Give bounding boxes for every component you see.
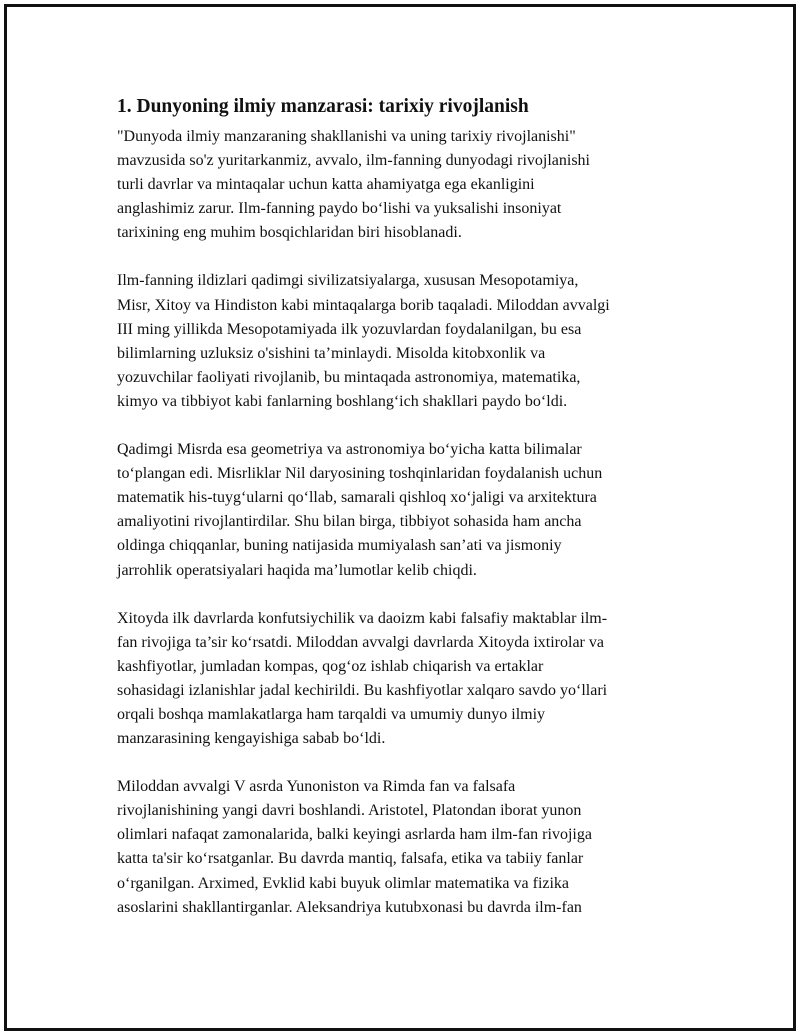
text-line: kashfiyotlar, jumladan kompas, qog‘oz ishlab chiqarish va ertaklar <box>117 657 544 675</box>
text-line: orqali boshqa mamlakatlarga ham tarqaldi va umumiy dunyo ilmiy <box>117 705 546 723</box>
text-line: yozuvchilar faoliyati rivojlanib, bu mintaqada astronomiya, matematika, <box>117 368 581 386</box>
text-line: Misr, Xitoy va Hindiston kabi mintaqalarga borib taqaladi. Miloddan avvalgi <box>117 296 610 314</box>
text-line: mavzusida so'z yuritarkanmiz, avvalo, ilm-fanning dunyodagi rivojlanishi <box>117 152 590 170</box>
text-line: o‘rganilgan. Arximed, Evklid kabi buyuk olimlar matematika va fizika <box>117 874 570 892</box>
text-line: tarixining eng muhim bosqichlaridan biri hisoblanadi. <box>117 224 462 242</box>
text-line: "Dunyoda ilmiy manzaraning shakllanishi va uning tarixiy rivojlanishi" <box>117 128 576 145</box>
text-line: sohasidagi izlanishlar jadal kechirildi. Bu kashfiyotlar xalqaro savdo yo‘llari <box>117 681 608 699</box>
text-line: asoslarini shakllantirganlar. Aleksandriya kutubxonasi bu davrda ilm-fan <box>117 898 582 916</box>
text-line: olimlari nafaqat zamonalarida, balki keyingi asrlarda ham ilm-fan rivojiga <box>117 826 592 844</box>
text-line: oldinga chiqqanlar, buning natijasida mumiyalash san’ati va jismoniy <box>117 537 562 555</box>
paragraph-4 <box>117 607 697 752</box>
text-line: to‘plangan edi. Misrliklar Nil daryosining toshqinlaridan foydalanish uchun <box>117 465 603 483</box>
text-line: Xitoyda ilk davrlarda konfutsiychilik va daoizm kabi falsafiy maktablar ilm- <box>117 609 608 627</box>
paragraph-1 <box>117 125 697 245</box>
text-line: fan rivojiga ta’sir ko‘rsatdi. Miloddan avvalgi davrlarda Xitoyda ixtirolar va <box>117 633 604 651</box>
document-body <box>117 93 697 944</box>
paragraph-5 <box>117 775 697 920</box>
text-line: katta ta'sir ko‘rsatganlar. Bu davrda mantiq, falsafa, etika va tabiiy fanlar <box>117 850 584 868</box>
text-line: bilimlarning uzluksiz o'sishini ta’minlaydi. Misolda kitobxonlik va <box>117 344 546 362</box>
paragraph-2 <box>117 269 697 414</box>
text-line: Qadimgi Misrda esa geometriya va astronomiya bo‘yicha katta bilimalar <box>117 441 582 459</box>
text-line: Ilm-fanning ildizlari qadimgi sivilizatsiyalarga, xususan Mesopotamiya, <box>117 272 579 290</box>
section-heading: 1. Dunyoning ilmiy manzarasi: tarixiy rivojlanish <box>117 96 529 117</box>
text-line: III ming yillikda Mesopotamiyada ilk yozuvlardan foydalanilgan, bu esa <box>117 320 582 338</box>
paragraph-3 <box>117 438 697 583</box>
text-line: kimyo va tibbiyot kabi fanlarning boshlang‘ich shakllari paydo bo‘ldi. <box>117 392 568 410</box>
text-line: rivojlanishining yangi davri boshlandi. Aristotel, Platondan iborat yunon <box>117 802 582 820</box>
text-line: amaliyotini rivojlantirdilar. Shu bilan birga, tibbiyot sohasida ham ancha <box>117 513 582 531</box>
text-line: matematik his-tuyg‘ularni qo‘llab, samarali qishloq xo‘jaligi va arxitektura <box>117 489 597 507</box>
text-line: manzarasining kengayishiga sabab bo‘ldi. <box>117 730 386 748</box>
text-line: anglashimiz zarur. Ilm-fanning paydo bo‘lishi va yuksalishi insoniyat <box>117 200 562 218</box>
text-line: Miloddan avvalgi V asrda Yunoniston va Rimda fan va falsafa <box>117 778 516 796</box>
text-line: turli davrlar va mintaqalar uchun katta ahamiyatga ega ekanligini <box>117 176 535 194</box>
text-line: jarrohlik operatsiyalari haqida ma’lumotlar kelib chiqdi. <box>117 561 477 579</box>
